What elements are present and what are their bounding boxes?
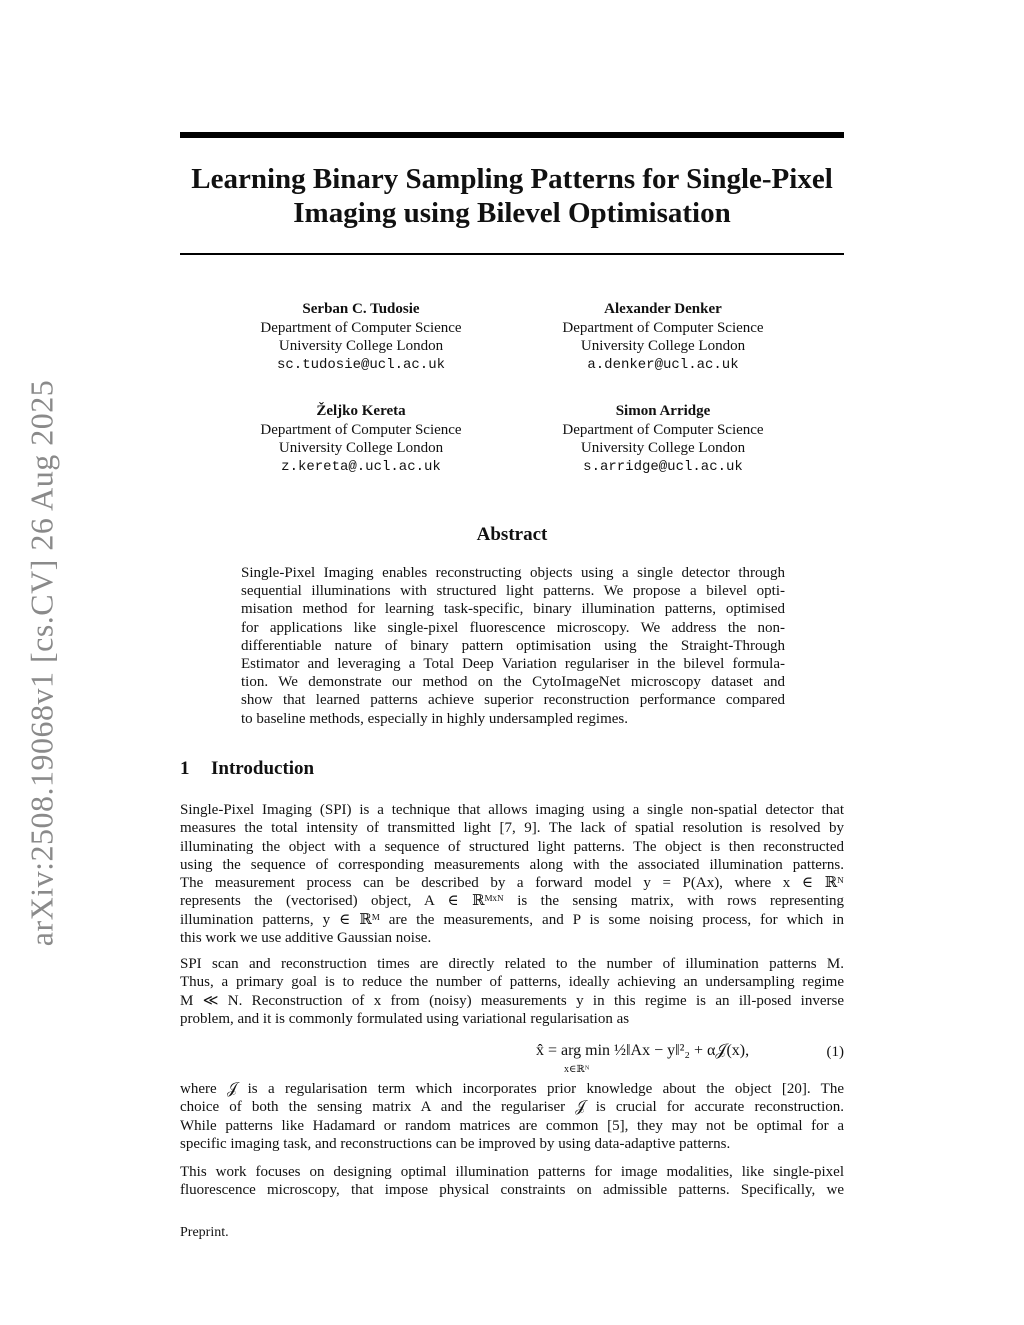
paragraph-line: this work we use additive Gaussian noise. xyxy=(180,930,432,947)
paragraph-line: This work focuses on designing optimal illumination patterns for image modalities, like single-pixel xyxy=(180,1164,844,1180)
author-department: Department of Computer Science xyxy=(260,319,462,336)
section-number: 1 xyxy=(180,758,190,779)
preprint-footer: Preprint. xyxy=(180,1225,229,1240)
paragraph-line: specific imaging task, and reconstructions can be improved by using data-adaptive patterns. xyxy=(180,1135,731,1152)
section-heading-introduction xyxy=(180,758,314,780)
paragraph-line: fluorescence microscopy, that impose physical constraints on admissible patterns. Specifically, we xyxy=(180,1182,844,1199)
title-bottom-rule xyxy=(180,253,844,255)
title-line: Imaging using Bilevel Optimisation xyxy=(293,197,731,229)
abstract-line: differentiable nature of binary pattern optimisation using the Straight-Through xyxy=(241,637,785,654)
paragraph-line: Single-Pixel Imaging (SPI) is a technique that allows imaging using a single non-spatial detector that xyxy=(180,802,844,818)
paragraph-line: where 𝒥 is a regularisation term which incorporates prior knowledge about the object [20]. The xyxy=(180,1081,844,1097)
intro-paragraph-2 xyxy=(180,955,844,1028)
author-institution: University College London xyxy=(580,440,746,456)
author-department: Department of Computer Science xyxy=(562,319,764,336)
equation-1 xyxy=(180,1032,844,1076)
title-top-rule xyxy=(180,132,844,138)
abstract-heading: Abstract xyxy=(476,524,548,545)
author-email: s.arridge@ucl.ac.uk xyxy=(583,458,743,475)
abstract-line: to baseline methods, especially in highly undersampled regimes. xyxy=(241,710,628,727)
intro-paragraph-4 xyxy=(180,1163,844,1200)
paragraph-line: problem, and it is commonly formulated using variational regularisation as xyxy=(180,1010,630,1027)
arxiv-side-stamp xyxy=(22,368,62,958)
abstract-line: for applications like single-pixel fluorescence microscopy. We address the non- xyxy=(241,619,785,636)
author-block xyxy=(513,300,813,374)
author-department: Department of Computer Science xyxy=(260,421,462,438)
equation-body: x̂ = arg min ½‖Ax − y‖²₂ + α𝒥(x), xyxy=(536,1042,750,1059)
paragraph-line: choice of both the sensing matrix A and the regulariser 𝒥 is crucial for accurate reconstruction. xyxy=(180,1099,844,1116)
paragraph-line: measures the total intensity of transmitted light [7, 9]. The lack of spatial resolution is resolved by xyxy=(180,820,844,837)
abstract-line: show that learned patterns achieve superior reconstruction performance compared xyxy=(241,692,785,709)
equation-subscript: x∈ℝᴺ xyxy=(564,1064,590,1075)
author-name: Željko Kereta xyxy=(316,403,406,419)
abstract-line: tion. We demonstrate our method on the CytoImageNet microscopy dataset and xyxy=(241,674,785,691)
author-institution: University College London xyxy=(580,338,746,354)
author-block xyxy=(513,402,813,476)
paragraph-line: The measurement process can be described by a forward model y = P(Ax), where x ∈ ℝᴺ xyxy=(180,875,844,892)
paragraph-line: illuminating the object with a sequence of structured light patterns. The object is then reconstructed xyxy=(180,838,844,855)
paper-title xyxy=(180,162,844,230)
paragraph-line: illumination patterns, y ∈ ℝᴹ are the measurements, and P is some noising process, for which in xyxy=(180,911,844,928)
paragraph-line: SPI scan and reconstruction times are directly related to the number of illumination patterns M. xyxy=(180,956,844,972)
author-email: a.denker@ucl.ac.uk xyxy=(587,356,739,373)
abstract-line: Estimator and leveraging a Total Deep Variation regulariser in the bilevel formula- xyxy=(241,656,785,673)
author-email: z.kereta@.ucl.ac.uk xyxy=(281,458,441,475)
paragraph-line: represents the (vectorised) object, A ∈ ℝᴹˣᴺ is the sensing matrix, with rows representing xyxy=(180,893,844,910)
paragraph-line: using the sequence of corresponding measurements along with the associated illumination patterns. xyxy=(180,856,844,873)
paragraph-line: While patterns like Hadamard or random matrices are common [5], they may not be optimal for a xyxy=(180,1117,844,1134)
author-department: Department of Computer Science xyxy=(562,421,764,438)
section-title: Introduction xyxy=(211,758,315,779)
author-email: sc.tudosie@ucl.ac.uk xyxy=(276,356,446,373)
author-name: Alexander Denker xyxy=(604,301,722,317)
paragraph-line: M ≪ N. Reconstruction of x from (noisy) measurements y in this regime is an ill-posed inverse xyxy=(180,992,844,1009)
author-name: Serban C. Tudosie xyxy=(302,301,420,317)
author-block xyxy=(211,402,511,476)
abstract-line: Single-Pixel Imaging enables reconstructing objects using a single detector through xyxy=(241,565,785,581)
equation-number: (1) xyxy=(826,1044,844,1060)
abstract-body xyxy=(241,564,785,728)
author-block xyxy=(211,300,511,374)
paragraph-line: Thus, a primary goal is to reduce the number of patterns, ideally achieving an undersampling regime xyxy=(180,974,844,991)
author-institution: University College London xyxy=(278,440,444,456)
author-name: Simon Arridge xyxy=(615,403,711,419)
intro-paragraph-1 xyxy=(180,801,844,947)
author-institution: University College London xyxy=(278,338,444,354)
intro-paragraph-3 xyxy=(180,1080,844,1153)
title-line: Learning Binary Sampling Patterns for Single-Pixel xyxy=(191,163,833,195)
abstract-line: misation method for learning task-specific, binary illumination patterns, optimised xyxy=(241,601,785,618)
arxiv-identifier: arXiv:2508.19068v1 [cs.CV] 26 Aug 2025 xyxy=(23,379,60,947)
abstract-line: sequential illuminations with structured light patterns. We propose a bilevel opti- xyxy=(241,583,785,600)
